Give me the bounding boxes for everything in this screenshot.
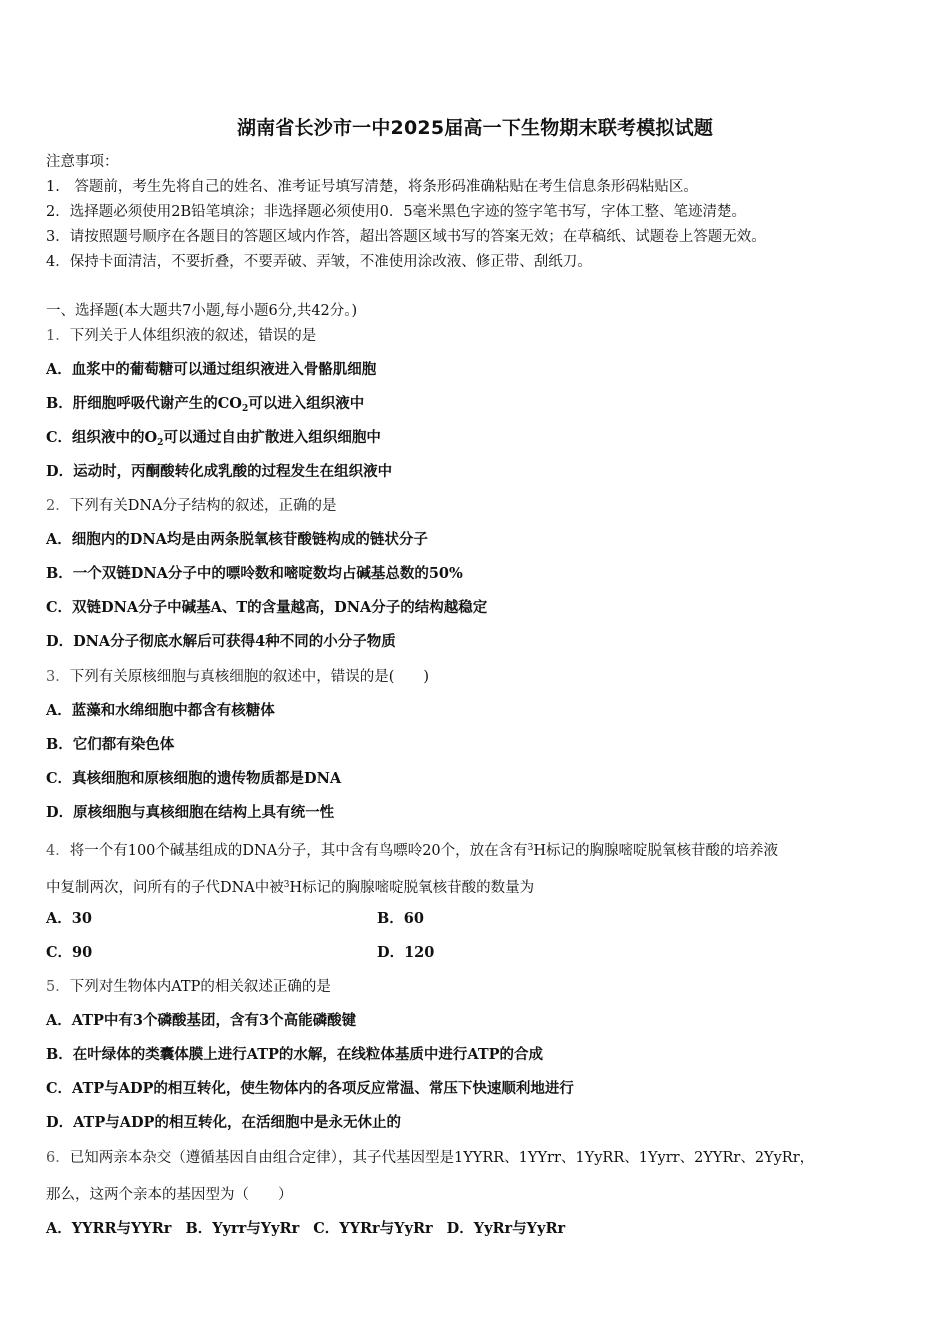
subscript: 2 xyxy=(241,404,249,414)
q2-option-b: B．一个双链DNA分子中的嘌呤数和嘧啶数均占碱基总数的50% xyxy=(46,565,463,582)
q5-option-d: D．ATP与ADP的相互转化，在活细胞中是永无休止的 xyxy=(46,1114,401,1131)
q4-options-row-1 xyxy=(46,909,424,929)
question-text: 下列对生物体内ATP的相关叙述正确的是 xyxy=(69,979,331,995)
question-3-stem xyxy=(46,667,429,687)
question-4-stem-line2 xyxy=(46,875,534,898)
question-number: 5． xyxy=(46,979,70,995)
q6-option-a: A．YYRR与YYRr xyxy=(46,1220,172,1237)
q4-option-c: C．90 xyxy=(46,944,93,961)
question-number: 3． xyxy=(46,669,70,685)
question-4-stem-line1 xyxy=(46,838,778,861)
q1-option-a: A．血浆中的葡萄糖可以通过组织液进入骨骼肌细胞 xyxy=(46,361,377,378)
question-text: H标记的胸腺嘧啶脱氧核苷酸的培养液 xyxy=(533,843,779,859)
notice-item-4: 4．保持卡面清洁，不要折叠，不要弄破、弄皱，不准使用涂改液、修正带、刮纸刀。 xyxy=(46,254,592,270)
q3-option-d: D．原核细胞与真核细胞在结构上具有统一性 xyxy=(46,804,335,821)
question-text: 已知两亲本杂交（遵循基因自由组合定律），其子代基因型是1YYRR、1YYrr、1YyRR、1Yyrr、2YYRr、2YyRr， xyxy=(69,1150,815,1166)
option-text: C．组织液中的O xyxy=(46,429,158,446)
question-number: 2． xyxy=(46,498,70,514)
subscript: 2 xyxy=(157,438,164,448)
question-number: 4． xyxy=(46,843,70,859)
q3-option-a: A．蓝藻和水绵细胞中都含有核糖体 xyxy=(46,702,275,719)
q6-option-b: B．Yyrr与YyRr xyxy=(185,1220,300,1237)
question-number: 1． xyxy=(46,328,70,344)
notice-item-2: 2．选择题必须使用2B铅笔填涂；非选择题必须使用0．5毫米黑色字迹的签字笔书写，字体工整、笔迹清楚。 xyxy=(46,204,747,220)
question-1-stem xyxy=(46,326,316,346)
q4-option-d: D．120 xyxy=(377,944,435,961)
q1-option-c xyxy=(46,428,381,453)
question-text: 下列有关DNA分子结构的叙述，正确的是 xyxy=(69,498,337,514)
q3-option-c: C．真核细胞和原核细胞的遗传物质都是DNA xyxy=(46,770,342,787)
page-title: 湖南省长沙市一中2025届高一下生物期末联考模拟试题 xyxy=(236,117,714,139)
q6-option-d: D．YyRr与YyRr xyxy=(446,1220,566,1237)
q4-option-b: B．60 xyxy=(377,910,424,927)
q2-option-d: D．DNA分子彻底水解后可获得4种不同的小分子物质 xyxy=(46,633,396,650)
question-6-stem-line1 xyxy=(46,1148,814,1168)
question-number: 6． xyxy=(46,1150,70,1166)
question-2-stem xyxy=(46,496,337,516)
q2-option-a: A．细胞内的DNA均是由两条脱氧核苷酸链构成的链状分子 xyxy=(46,531,428,548)
option-text: 可以通过自由扩散进入组织细胞中 xyxy=(163,429,381,446)
q5-option-c: C．ATP与ADP的相互转化，使生物体内的各项反应常温、常压下快速顺利地进行 xyxy=(46,1080,574,1097)
question-text: 下列关于人体组织液的叙述，错误的是 xyxy=(69,328,317,344)
superscript: 3 xyxy=(283,880,290,890)
question-text: 将一个有100个碱基组成的DNA分子，其中含有鸟嘌呤20个，放在含有 xyxy=(69,843,528,859)
question-5-stem xyxy=(46,977,331,997)
q1-option-d: D．运动时，丙酮酸转化成乳酸的过程发生在组织液中 xyxy=(46,463,393,480)
notice-item-3: 3．请按照题号顺序在各题目的答题区域内作答，超出答题区域书写的答案无效；在草稿纸、试题卷上答题无效。 xyxy=(46,229,766,245)
question-text: H标记的胸腺嘧啶脱氧核苷酸的数量为 xyxy=(289,880,535,896)
q5-option-a: A．ATP中有3个磷酸基团，含有3个高能磷酸键 xyxy=(46,1012,357,1029)
q6-option-c: C．YYRr与YyRr xyxy=(313,1220,433,1237)
notice-item-1: 1. 答题前，考生先将自己的姓名、准考证号填写清楚，将条形码准确粘贴在考生信息条形码粘贴区。 xyxy=(46,179,698,195)
q2-option-c: C．双链DNA分子中碱基A、T的含量越高，DNA分子的结构越稳定 xyxy=(46,599,488,616)
q6-options-row xyxy=(46,1219,565,1239)
question-6-stem-line2: 那么，这两个亲本的基因型为（ ） xyxy=(46,1187,293,1203)
notice-heading: 注意事项： xyxy=(46,154,119,170)
q5-option-b: B．在叶绿体的类囊体膜上进行ATP的水解，在线粒体基质中进行ATP的合成 xyxy=(46,1046,544,1063)
question-text: 下列有关原核细胞与真核细胞的叙述中，错误的是( ) xyxy=(69,669,430,685)
section-heading: 一、选择题(本大题共7小题,每小题6分,共42分。) xyxy=(46,303,358,319)
q4-options-row-2 xyxy=(46,943,435,963)
q3-option-b: B．它们都有染色体 xyxy=(46,736,175,753)
q4-option-a: A．30 xyxy=(46,910,92,927)
q1-option-b xyxy=(46,394,364,419)
superscript: 3 xyxy=(527,843,534,853)
option-text: 可以进入组织液中 xyxy=(248,395,365,412)
question-text: 中复制两次，问所有的子代DNA中被 xyxy=(46,880,284,896)
option-text: B．肝细胞呼吸代谢产生的CO xyxy=(46,395,242,412)
